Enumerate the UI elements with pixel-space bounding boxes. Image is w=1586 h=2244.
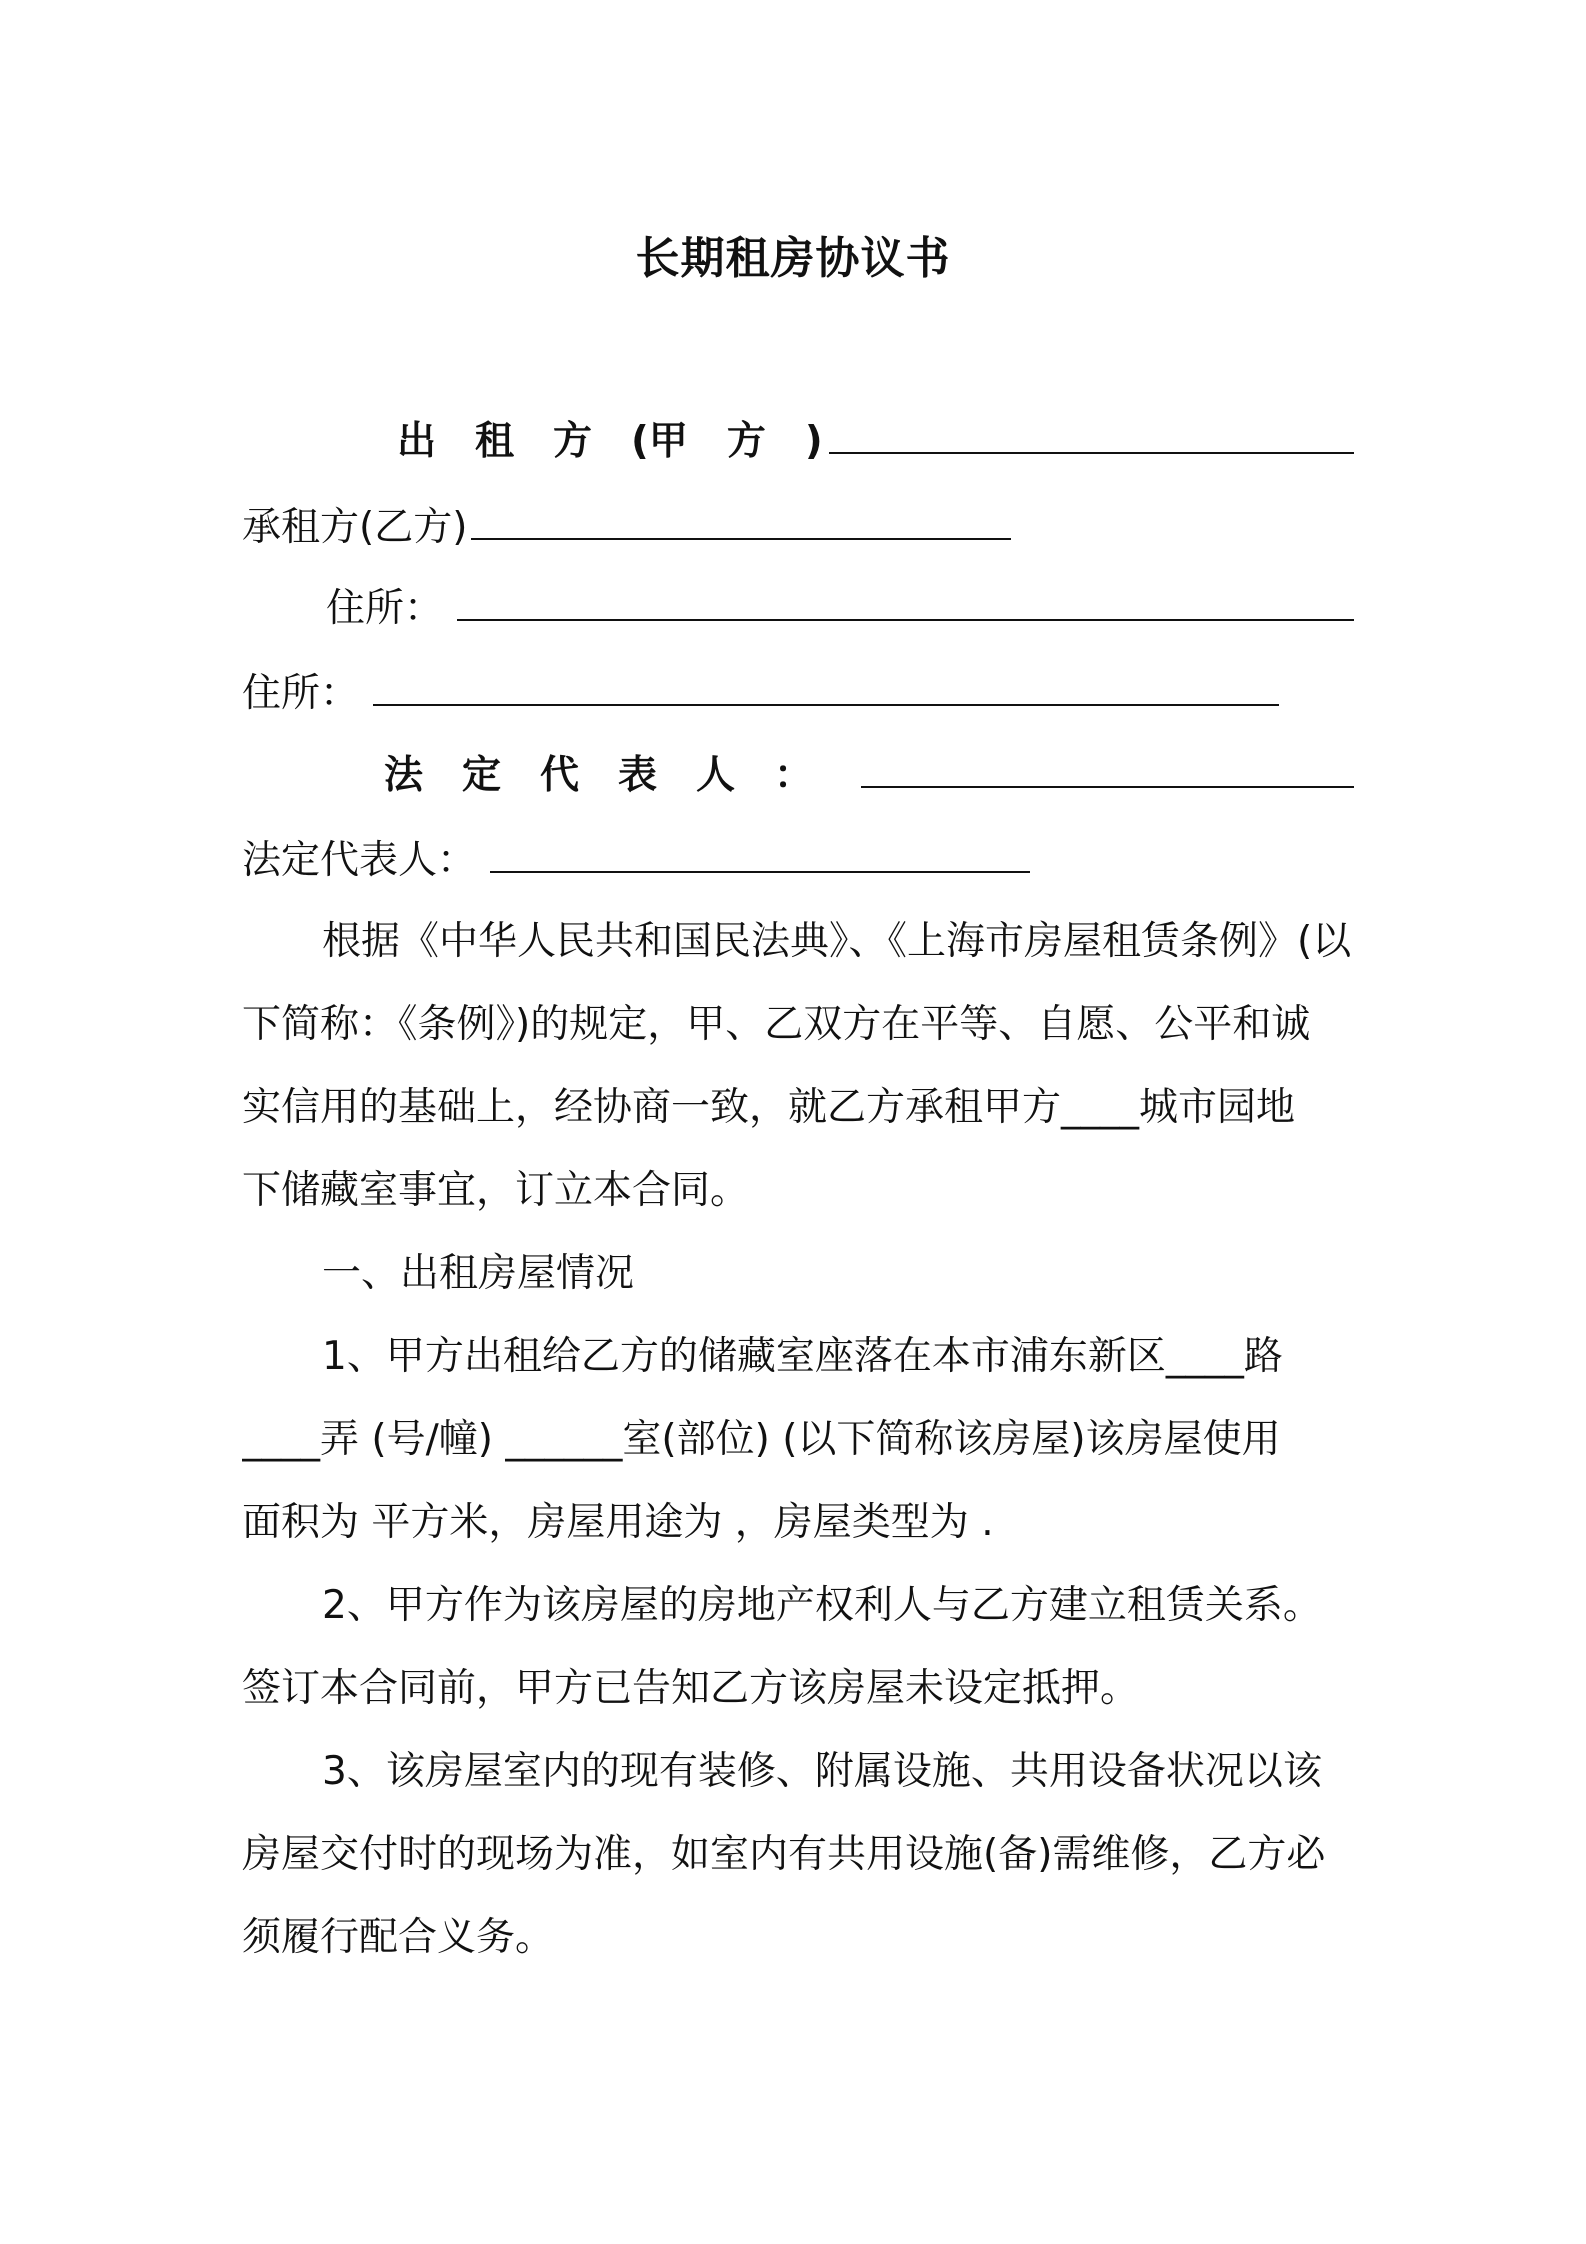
- address-a-blank: [457, 583, 1354, 621]
- legal-rep-a-blank: [861, 750, 1354, 788]
- legal-rep-a-row: [242, 748, 1354, 804]
- section-1-heading: 一、出租房屋情况: [322, 1251, 635, 1296]
- document-title: 长期租房协议书: [635, 233, 951, 284]
- intro-line-1: 根据《中华人民共和国民法典》、《上海市房屋租赁条例》(以: [322, 919, 1352, 964]
- clause-1-line-3: 面积为 平方米，房屋用途为 ，房屋类型为 .: [242, 1500, 994, 1545]
- party-a-blank: [829, 416, 1354, 454]
- address-b-label: 住所：: [242, 671, 360, 716]
- address-a-label: 住所：: [326, 586, 444, 631]
- clause-2-line-1: 2、甲方作为该房屋的房地产权利人与乙方建立租赁关系。: [322, 1583, 1322, 1628]
- intro-line-4: 下储藏室事宜，订立本合同。: [242, 1168, 750, 1213]
- party-a-label: 出 租 方 (甲 方 ): [397, 419, 823, 464]
- legal-rep-a-label: 法 定 代 表 人 ：: [384, 753, 814, 798]
- party-b-row: [242, 498, 1354, 554]
- address-b-row: [242, 664, 1354, 720]
- legal-rep-b-blank: [490, 831, 1030, 873]
- intro-line-2: 下简称：《条例》)的规定，甲、乙双方在平等、自愿、公平和诚: [242, 1002, 1311, 1047]
- intro-line-3: 实信用的基础上，经协商一致，就乙方承租甲方____城市园地: [242, 1085, 1296, 1130]
- clause-1-line-2: ____弄 (号/幢) ______室(部位) (以下简称该房屋)该房屋使用: [242, 1417, 1281, 1462]
- party-b-blank: [471, 498, 1011, 540]
- clause-3-line-1: 3、该房屋室内的现有装修、附属设施、共用设备状况以该: [322, 1749, 1322, 1794]
- clause-1-line-1: 1、甲方出租给乙方的储藏室座落在本市浦东新区____路: [322, 1334, 1283, 1379]
- clause-3-line-2: 房屋交付时的现场为准，如室内有共用设施(备)需维修，乙方必: [242, 1832, 1326, 1877]
- clause-2-line-2: 签订本合同前，甲方已告知乙方该房屋未设定抵押。: [242, 1666, 1140, 1711]
- party-a-row: [242, 414, 1354, 470]
- legal-rep-b-label: 法定代表人：: [242, 838, 477, 883]
- address-a-row: [242, 581, 1354, 637]
- address-b-blank: [373, 664, 1279, 706]
- party-b-label: 承租方(乙方): [242, 505, 468, 550]
- legal-rep-b-row: [242, 831, 1354, 887]
- clause-3-line-3: 须履行配合义务。: [242, 1915, 555, 1960]
